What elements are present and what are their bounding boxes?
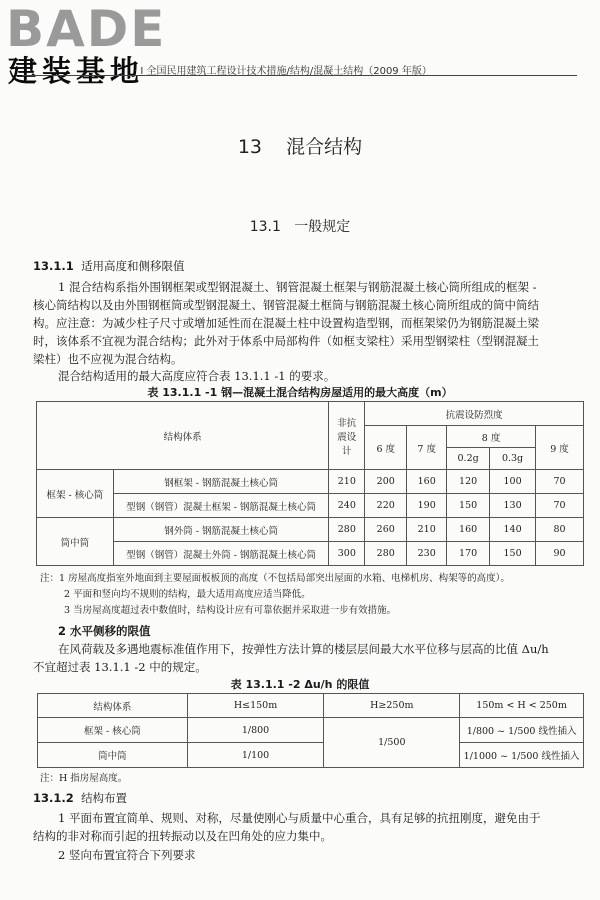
paragraph-line: 构。应注意：为减少柱子尺寸或增加延性而在混凝土柱中设置构造型钢，而框架梁仍为钢筋混凝土梁 [33, 316, 539, 330]
th-le150: H≤150m [187, 694, 324, 718]
cell: 200 [365, 470, 407, 494]
cell: 90 [536, 542, 584, 566]
paragraph-line: 不宜超过表 13.1.1 -2 中的规定。 [33, 660, 207, 674]
paragraph-line: 1 平面布置宜简单、规则、对称，尽量使刚心与质量中心重合，具有足够的抗扭刚度，避免由于 [58, 811, 541, 825]
th-system: 结构体系 [38, 694, 188, 718]
th-7: 7 度 [407, 426, 447, 470]
th-between: 150m < H < 250m [460, 694, 584, 718]
clause-number: 13.1.2 [33, 791, 74, 805]
cell: 280 [329, 518, 365, 542]
paragraph-line: 梁柱）也不应视为混合结构。 [33, 352, 183, 366]
cell: 190 [407, 494, 447, 518]
table1-note-1: 注：1 房屋高度指室外地面到主要屋面板板顶的高度（不包括局部突出屋面的水箱、电梯机房、构架等的高度）。 [40, 573, 510, 584]
th-nonseismic: 非抗震设计 [329, 402, 365, 470]
th-ge250: H≥250m [324, 694, 460, 718]
paragraph-line: 混合结构适用的最大高度应符合表 13.1.1 -1 的要求。 [58, 369, 336, 383]
row-name: 筒中筒 [38, 743, 188, 768]
cell: 1/1000 ~ 1/500 线性插入 [460, 743, 584, 768]
cell: 150 [490, 542, 536, 566]
cell: 150 [447, 494, 490, 518]
group-label: 框架 - 核心筒 [37, 470, 114, 518]
table1-note-2: 2 平面和竖向均不规则的结构，最大适用高度应适当降低。 [64, 589, 311, 600]
group-label: 筒中筒 [37, 518, 114, 566]
clause-number: 13.1.1 [33, 259, 74, 273]
clause-heading [33, 258, 185, 274]
table-drift-limit [37, 693, 584, 768]
table2-caption: 表 13.1.1 -2 Δu/h 的限值 [230, 678, 370, 691]
paragraph-line: 核心筒结构以及由外围钢框筒或型钢混凝土、钢管混凝土框筒与钢筋混凝土核心筒所组成的筒中筒结 [33, 298, 539, 312]
cell: 240 [329, 494, 365, 518]
cell: 160 [447, 518, 490, 542]
watermark-sub: 建装基地 [8, 54, 145, 88]
running-header: · I 全国民用建筑工程设计技术措施/结构/混凝土结构（2009 年版） [134, 66, 432, 77]
row-name: 钢外筒 - 钢筋混凝土核心筒 [113, 518, 329, 542]
section-number: 13.1 [249, 219, 281, 235]
row-name: 型钢（钢管）混凝土外筒 - 钢筋混凝土核心筒 [113, 542, 329, 566]
row-name: 型钢（钢管）混凝土框架 - 钢筋混凝土核心筒 [113, 494, 329, 518]
th-8-0.2g: 0.2g [447, 448, 490, 470]
cell: 260 [365, 518, 407, 542]
chapter-title [0, 132, 600, 159]
table1-caption: 表 13.1.1 -1 钢—混凝土混合结构房屋适用的最大高度（m） [147, 386, 453, 399]
th-6: 6 度 [365, 426, 407, 470]
cell: 170 [447, 542, 490, 566]
table-row [37, 518, 584, 542]
paragraph-line: 在风荷载及多遇地震标准值作用下，按弹性方法计算的楼层层间最大水平位移与层高的比值 Δu/h [58, 642, 549, 656]
table-row [38, 718, 584, 743]
clause-title: 结构布置 [81, 791, 128, 805]
paragraph-line: 时，该体系不宜视为混合结构；此外对于体系中局部构件（如框支梁柱）采用型钢梁柱（型钢混凝土 [33, 334, 539, 348]
paragraph-line: 1 混合结构系指外围钢框架或型钢混凝土、钢管混凝土框架与钢筋混凝土核心筒所组成的框架 - [58, 280, 537, 294]
table-row [37, 542, 584, 566]
cell: 140 [490, 518, 536, 542]
section-name: 一般规定 [294, 219, 351, 235]
section-title [0, 216, 600, 236]
table1-note-3: 3 当房屋高度超过表中数值时，结构设计应有可靠依据并采取进一步有效措施。 [64, 605, 397, 616]
cell: 70 [536, 494, 584, 518]
row-name: 钢框架 - 钢筋混凝土核心筒 [113, 470, 329, 494]
paragraph-line: 2 竖向布置宜符合下列要求 [58, 848, 196, 862]
cell: 130 [490, 494, 536, 518]
cell: 1/800 [187, 718, 324, 743]
item2-title: 2 水平侧移的限值 [58, 624, 151, 638]
table-row [37, 494, 584, 518]
th-system: 结构体系 [37, 402, 329, 470]
header-rule [22, 75, 577, 76]
table-row [38, 743, 584, 768]
cell: 100 [490, 470, 536, 494]
chapter-name: 混合结构 [286, 136, 363, 158]
table-row [37, 470, 584, 494]
th-seismic: 抗震设防烈度 [365, 402, 584, 426]
clause-heading [33, 790, 127, 806]
cell: 280 [365, 542, 407, 566]
cell: 70 [536, 470, 584, 494]
watermark-main: BADE [6, 0, 167, 58]
cell: 80 [536, 518, 584, 542]
th-9: 9 度 [536, 426, 584, 470]
table-max-height [36, 401, 584, 566]
paragraph-line: 结构的非对称而引起的扭转振动以及在凹角处的应力集中。 [33, 829, 332, 843]
th-8-0.3g: 0.3g [490, 448, 536, 470]
th-8: 8 度 [447, 426, 536, 448]
chapter-number: 13 [237, 136, 262, 158]
table2-note: 注：H 指房屋高度。 [40, 773, 128, 784]
cell: 300 [329, 542, 365, 566]
cell: 210 [407, 518, 447, 542]
cell: 220 [365, 494, 407, 518]
cell: 160 [407, 470, 447, 494]
cell: 1/100 [187, 743, 324, 768]
clause-title: 适用高度和侧移限值 [81, 259, 185, 273]
watermark-logo [6, 2, 181, 98]
cell: 210 [329, 470, 365, 494]
cell: 1/500 [324, 718, 460, 768]
cell: 1/800 ~ 1/500 线性插入 [460, 718, 584, 743]
cell: 230 [407, 542, 447, 566]
cell: 120 [447, 470, 490, 494]
row-name: 框架 - 核心筒 [38, 718, 188, 743]
